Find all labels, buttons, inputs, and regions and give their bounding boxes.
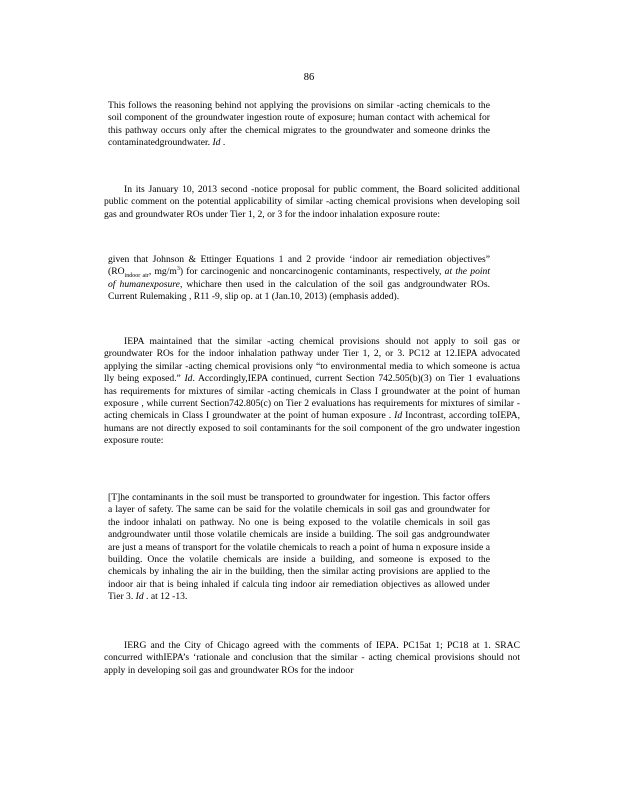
- emphasis-point-of-exposure: at the point of humanexposure: [108, 266, 490, 290]
- paragraph-text: In its January 10, 2013 second -notice proposal for public comment, the Board solicited additional public comment on the potential applicability of similar -acting chemical provisions when developing soil gas and groundwater ROs under Tier 1, 2, or 3 for the indoor inhalation exposure route:: [104, 184, 520, 220]
- citation-id: Id: [184, 373, 193, 385]
- paragraph-board-proposal: [104, 184, 520, 221]
- quote-text-part4: , whichare then used in the calculation of the soil gas andgroundwater ROs. Current Rulemaking , R11 -9, slip op. at 1 (Jan.10, 2013) (emphasis added).: [108, 278, 490, 303]
- quote-text: This follows the reasoning behind not applying the provisions on similar -acting chemicals to the soil component of the groundwater ingestion route of exposure; human contact with achemical for this pathway occurs only after the chemical migrates to the groundwater and someone drinks the contaminatedgroundwater.: [108, 100, 490, 149]
- paragraph-text: IERG and the City of Chicago agreed with the comments of IEPA. PC15at 1; PC18 at 1. SRAC concurred withIEPA’s ‘rationale and conclusion that the similar - acting chemical provisions should not apply in developing soil gas and groundwater ROs for the indoor: [104, 640, 520, 676]
- citation-end: . at 12 -13.: [143, 591, 188, 603]
- citation-id: Id: [212, 137, 221, 149]
- page-number: 86: [303, 72, 315, 83]
- block-quote-contaminants: [108, 492, 490, 604]
- quote-text-part3: ) for carcinogenic and noncarcinogenic contaminants, respectively,: [179, 266, 442, 278]
- paragraph-iepa-maintained: [104, 336, 520, 448]
- block-quote-johnson-ettinger: [108, 254, 490, 304]
- subscript-indoor-air: indoor air: [124, 273, 149, 280]
- paragraph-text-part3: Incontrast, according toIEPA, humans are not directly exposed to soil contaminants for the soil component of the gro undwater ingestion exposure route:: [104, 410, 520, 447]
- citation-id: Id: [135, 591, 144, 603]
- block-quote-reasoning: [108, 100, 490, 150]
- citation-id: Id: [394, 410, 403, 422]
- quote-text-part2: , mg/m: [148, 266, 177, 278]
- paragraph-ierg-chicago: [104, 640, 520, 677]
- paragraph-text-part2: . Accordingly,IEPA continued, current Section 742.505(b)(3) on Tier 1 evaluations has requirements for mixtures of similar -acting chemicals in Class I groundwater at the point of human exposure , while current Section742.805(c) on Tier 2 evaluations has requirements for mixtures of similar -acting chemicals in Class I groundwater at the point of human exposure .: [104, 373, 520, 422]
- quote-text: [T]he contaminants in the soil must be transported to groundwater for ingestion. This factor offers a layer of safety. The same can be said for the volatile chemicals in soil gas and groundwater for the indoor inhalati on pathway. No one is being exposed to the volatile chemicals in soil gas andgroundwater until those volatile chemicals are inside a building. The soil gas andgroundwater are just a means of transport for the volatile chemicals to reach a point of huma n exposure inside a building. Once the volatile chemicals are inside a building, and someone is exposed to the chemicals by inhaling the air in the building, then the similar acting provisions are applied to the indoor air that is being inhaled if calcula ting indoor air remediation objectives as allowed under Tier 3.: [108, 492, 490, 603]
- superscript-3: 3: [176, 266, 180, 273]
- paragraph-text-part1: IEPA maintained that the similar -acting chemical provisions should not apply to soil gas or groundwater ROs for the indoor inhalation pathway under Tier 1, 2, or 3. PC12 at 12.IEPA advocated applying the similar -acting chemical provisions only “to environmental media to which someone is actua lly being exposed.”: [104, 336, 520, 385]
- quote-text-part1: given that Johnson & Ettinger Equations 1 and 2 provide ‘indoor air remediation objectives” (RO: [108, 254, 490, 278]
- citation-end: .: [220, 137, 226, 149]
